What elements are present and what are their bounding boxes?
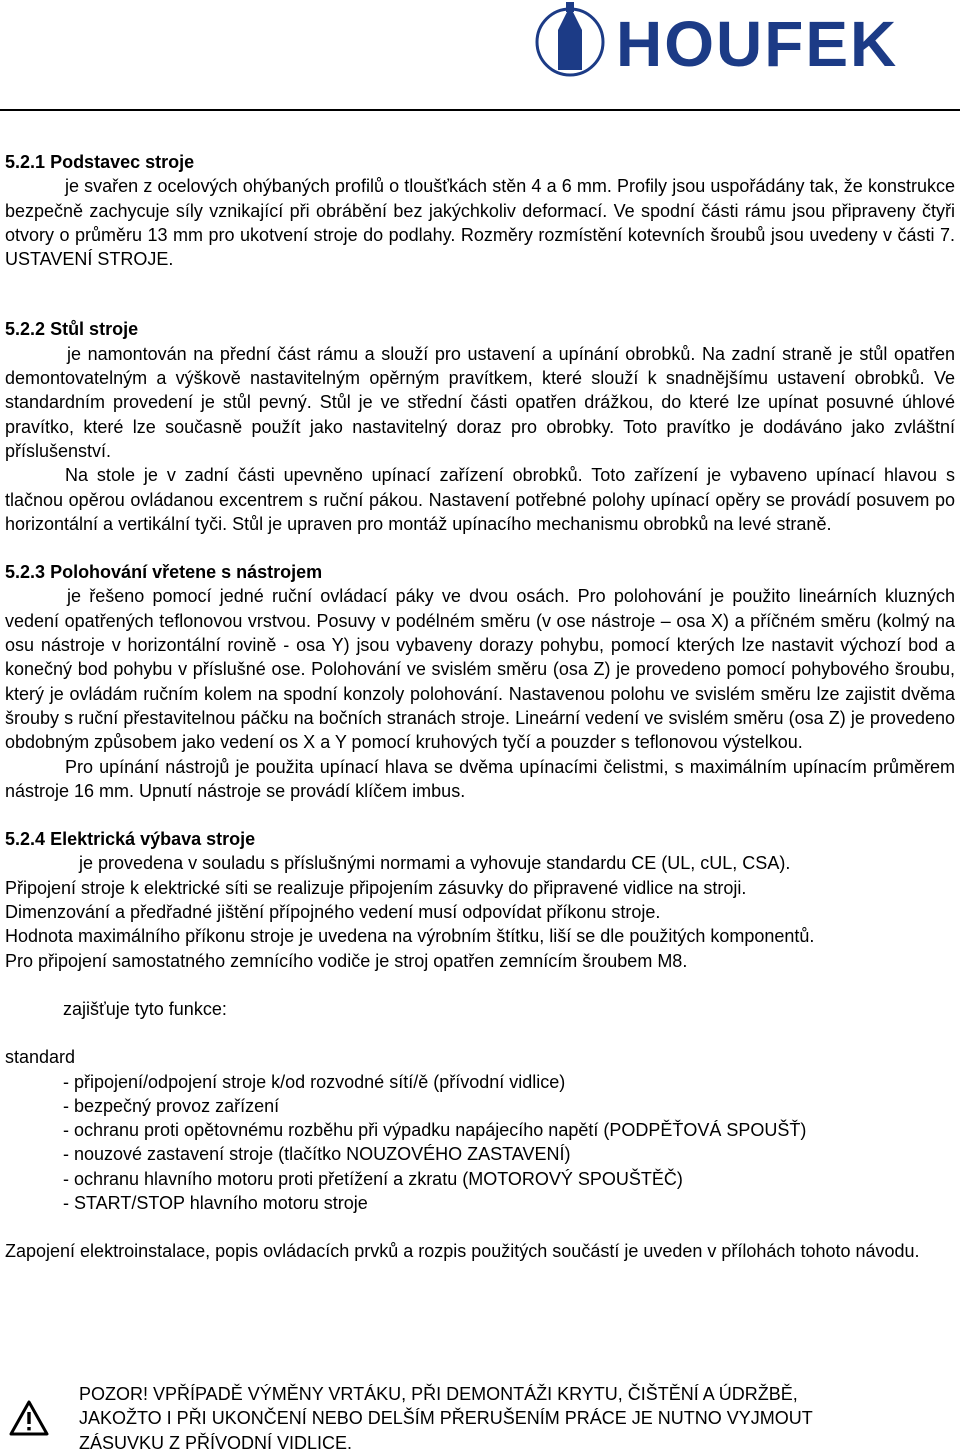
logo-graphic bbox=[480, 0, 960, 80]
warning-line: JAKOŽTO I PŘI UKONČENÍ NEBO DELŠÍM PŘERUŠENÍM PRÁCE JE NUTNO VYJMOUT bbox=[79, 1408, 813, 1429]
section-heading-5-2-1 bbox=[5, 150, 955, 174]
section-paragraph: Na stole je v zadní části upevněno upínací zařízení obrobků. Toto zařízení je vybaveno upínací hlavou s tlačnou opěrou ovládanou excentrem s ruční pákou. Nastavení potřebné polohy upínací opěry se provádí posuvem po horizontální a vertikální tyči. Stůl je upraven pro montáž upínacího mechanismu obrobků na levé straně. bbox=[5, 465, 955, 534]
section-line: Dimenzování a předřadné jištění přípojného vedení musí odpovídat příkonu stroje. bbox=[5, 902, 661, 923]
warning-text bbox=[79, 1382, 955, 1455]
warning-triangle-icon bbox=[9, 1400, 49, 1436]
list-item: - ochranu proti opětovnému rozběhu při výpadku napájecího napětí (PODPĚŤOVÁ SPOUŠŤ) bbox=[63, 1120, 807, 1141]
standard-label: standard bbox=[5, 1047, 76, 1068]
header-rule bbox=[0, 109, 960, 111]
section-heading-5-2-4 bbox=[5, 827, 955, 851]
functions-intro: zajišťuje tyto funkce: bbox=[63, 998, 227, 1019]
houfek-logo bbox=[480, 0, 960, 80]
functions-list bbox=[5, 1070, 955, 1216]
section-number: 5.2.1 bbox=[5, 152, 46, 172]
section-paragraph: Pro upínání nástrojů je použita upínací hlava se dvěma upínacími čelistmi, s maximálním upínacím průměrem nástroje 16 mm. Upnutí nástroje se provádí klíčem imbus. bbox=[5, 756, 955, 801]
closing-paragraph: Zapojení elektroinstalace, popis ovládacích prvků a rozpis použitých součástí je uveden v přílohách tohoto návodu. bbox=[5, 1241, 920, 1262]
list-item: - připojení/odpojení stroje k/od rozvodné sítí/ě (přívodní vidlice) bbox=[63, 1071, 566, 1092]
section-number: 5.2.2 bbox=[5, 319, 46, 340]
section-line: Připojení stroje k elektrické síti se realizuje připojením zásuvky do připravené vidlice na stroji. bbox=[5, 877, 747, 898]
section-title: Polohování vřetene s nástrojem bbox=[50, 562, 323, 583]
section-paragraph: je namontován na přední část rámu a slouží pro ustavení a upínání obrobků. Na zadní straně je stůl opatřen demontovatelným a výškově nastavitelným opěrným pravítkem, které slouží k snadnějšímu ustavení obrobků. Ve standardním provedení je stůl pevný. Stůl je ve střední části opatřen drážkou, do které lze upínat posuvné úhlové pravítko, které lze současně použít jako nastavitelný doraz pro obrobky. Toto pravítko je dodáváno jako zvláštní příslušenství. bbox=[5, 343, 955, 461]
list-item: - START/STOP hlavního motoru stroje bbox=[63, 1192, 368, 1213]
section-title: Elektrická výbava stroje bbox=[50, 829, 256, 850]
section-paragraph: je řešeno pomocí jedné ruční ovládací páky ve dvou osách. Pro polohování je použito lineárních kluzných vedení opatřených teflonovou vrstvou. Posuvy v podélném směru (v ose nástroje – osa X) a příčném směru (kolmý na osu nástroje v horizontální rovině - osa Y) jsou vybaveny dorazy pohybu, pomocí kterých lze nastavit výchozí bod a konečný bod pohybu v příslušné ose. Polohování ve svislém směru (osa Z) je provedeno pomocí pohybového šroubu, který je ovládám ručním kolem na spodní konzoly polohování. Nastavenou polohu ve svislém směru lze zajistit dvěma šrouby s ruční přestavitelnou páčku na bočních stranách stroje. Lineární vedení ve svislém směru (osa Z) je provedeno obdobným způsobem jako vedení os X a Y pomocí kruhových tyčí a pouzder s teflonovou výstelkou. bbox=[5, 586, 955, 753]
section-line: Hodnota maximálního příkonu stroje je uvedena na výrobním štítku, liší se dle použitých komponentů. bbox=[5, 926, 815, 947]
section-title: Podstavec stroje bbox=[50, 152, 195, 172]
warning-box bbox=[5, 1382, 955, 1455]
warning-line: ZÁSUVKU Z PŘÍVODNÍ VIDLICE. bbox=[79, 1432, 353, 1453]
section-heading-5-2-3 bbox=[5, 560, 955, 584]
list-item: - nouzové zastavení stroje (tlačítko NOUZOVÉHO ZASTAVENÍ) bbox=[63, 1144, 571, 1165]
section-number: 5.2.3 bbox=[5, 562, 46, 583]
section-number: 5.2.4 bbox=[5, 829, 46, 850]
list-item: - ochranu hlavního motoru proti přetížení a zkratu (MOTOROVÝ SPOUŠTĚČ) bbox=[63, 1168, 683, 1189]
logo-text: HOUFEK bbox=[616, 8, 899, 80]
section-line: je provedena v souladu s příslušnými normami a vyhovuje standardu CE (UL, cUL, CSA). bbox=[79, 853, 791, 874]
section-line: Pro připojení samostatného zemnícího vodiče je stroj opatřen zemnícím šroubem M8. bbox=[5, 950, 688, 971]
document-body bbox=[5, 150, 955, 1264]
section-paragraph: je svařen z ocelových ohýbaných profilů o tloušťkách stěn 4 a 6 mm. Profily jsou uspořádány tak, že konstrukce bezpečně zachycuje síly vznikající při obrábění bez jakýchkoliv deformací. Ve spodní části rámu jsou připraveny čtyři otvory o průměru 13 mm pro ukotvení stroje do podlahy. Rozměry rozmístění kotevních šroubů jsou uvedeny v části 7. USTAVENÍ STROJE. bbox=[5, 176, 955, 270]
list-item: - bezpečný provoz zařízení bbox=[63, 1095, 280, 1116]
section-heading-5-2-2 bbox=[5, 317, 955, 341]
section-title: Stůl stroje bbox=[50, 319, 139, 340]
warning-line: POZOR! VPŘÍPADĚ VÝMĚNY VRTÁKU, PŘI DEMONTÁŽI KRYTU, ČIŠTĚNÍ A ÚDRŽBĚ, bbox=[79, 1384, 798, 1404]
